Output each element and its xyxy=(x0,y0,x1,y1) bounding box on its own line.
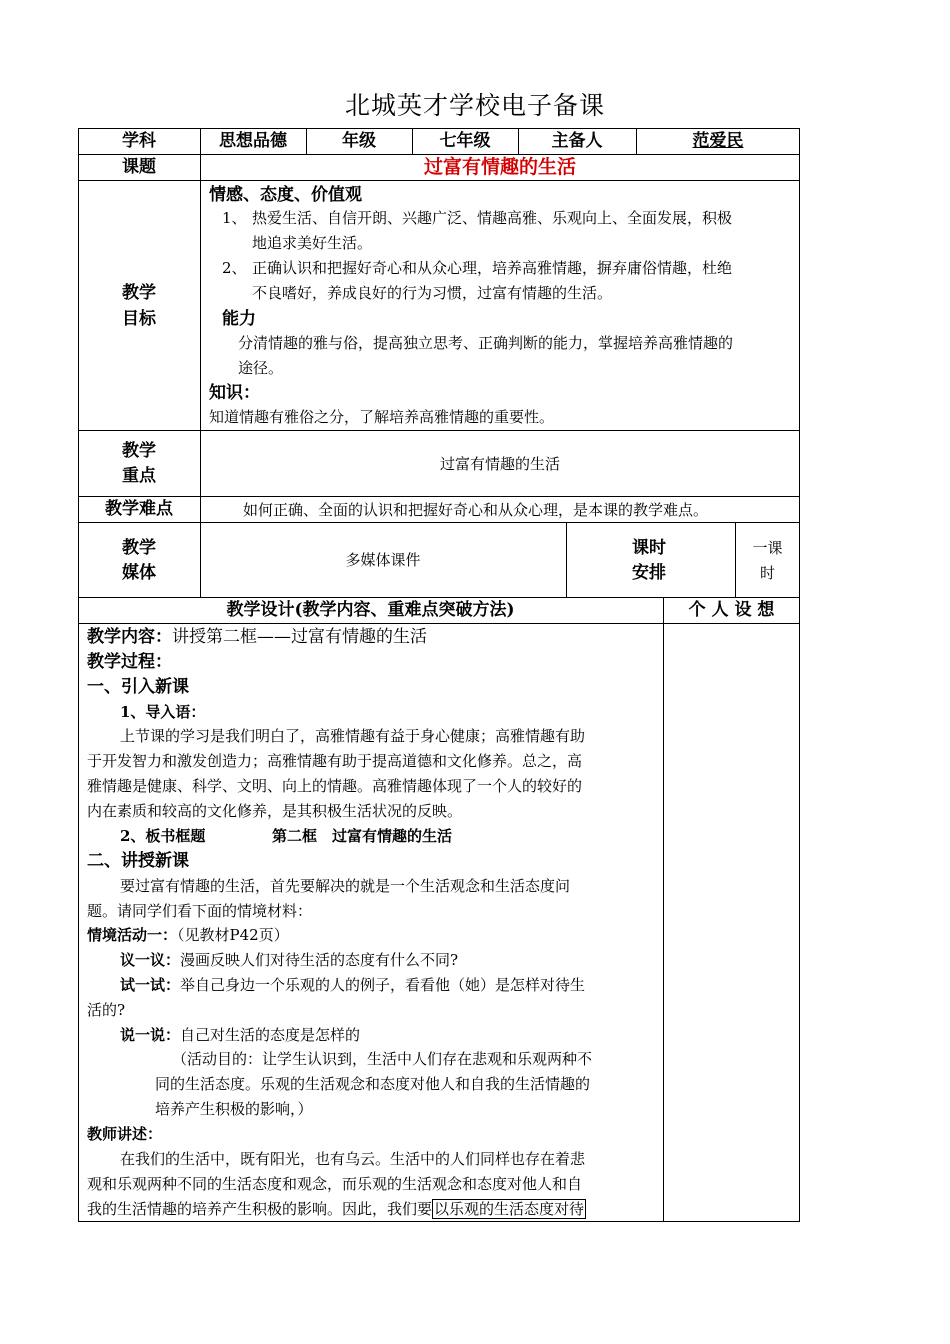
topic-label: 课题 xyxy=(122,157,156,177)
process-label: 教学过程： xyxy=(87,652,172,672)
try-line-1: 举自己身边一个乐观的人的例子，看看他（她）是怎样对待生 xyxy=(180,976,586,994)
activity-line xyxy=(87,922,289,948)
ability-line-1: 分清情趣的雅与俗，提高独立思考、正确判断的能力，掌握培养高雅情趣的 xyxy=(238,334,734,352)
content-label: 教学内容： xyxy=(87,627,172,647)
time-value-2: 时 xyxy=(759,564,775,582)
teacher-line-3 xyxy=(87,1196,586,1222)
intro-line-3: 雅情趣是健康、科学、文明、向上的情趣。高雅情趣体现了一个人的较好的 xyxy=(87,777,583,795)
teach-line-1: 要过富有情趣的生活，首先要解决的就是一个生活观念和生活态度问 xyxy=(120,877,571,895)
emotion-heading: 情感、态度、价值观 xyxy=(209,185,362,205)
emotion-2-number: 2、 xyxy=(222,259,247,277)
teacher-line-1: 在我们的生活中，既有阳光，也有乌云。生活中的人们同样也存在着悲 xyxy=(120,1150,586,1168)
say-line xyxy=(120,1022,360,1048)
personal-heading: 个 人 设 想 xyxy=(688,600,775,620)
purpose-line-3: 培养产生积极的影响，） xyxy=(155,1100,313,1118)
intro-line-1: 上节课的学习是我们明白了，高雅情趣有益于身心健康；高雅情趣有助 xyxy=(120,727,586,745)
try-line xyxy=(120,972,585,998)
try-line-2: 活的? xyxy=(87,1001,126,1019)
intro-line-4: 内在素质和较高的文化修养，是其积极生活状况的反映。 xyxy=(87,802,463,820)
media-label-1: 教学 xyxy=(122,538,156,558)
teacher-line-3-start: 我的生活情趣的培养产生积极的影响。因此，我们要 xyxy=(87,1200,433,1218)
page-title: 北城英才学校电子备课 xyxy=(344,91,605,120)
design-heading: 教学设计(教学内容、重难点突破方法) xyxy=(226,600,515,620)
focus-label-1: 教学 xyxy=(122,441,156,461)
grade-value: 七年级 xyxy=(439,131,491,151)
section-1-heading: 一、引入新课 xyxy=(87,677,189,697)
knowledge-heading: 知识： xyxy=(209,383,260,403)
intro-line-2: 于开发智力和激发创造力；高雅情趣有助于提高道德和文化修养。总之，高 xyxy=(87,752,583,770)
emotion-1-line-1: 热爱生活、自信开朗、兴趣广泛、情趣高雅、乐观向上、全面发展，积极 xyxy=(252,209,733,227)
say-label: 说一说： xyxy=(120,1026,181,1044)
teacher-line-2: 观和乐观两种不同的生活态度和观念，而乐观的生活观念和态度对他人和自 xyxy=(87,1175,583,1193)
board-value: 第二框 过富有情趣的生活 xyxy=(272,827,453,845)
topic-value: 过富有情趣的生活 xyxy=(423,156,576,178)
emotion-1-line-2: 地追求美好生活。 xyxy=(252,234,373,252)
content-value: 讲授第二框——过富有情趣的生活 xyxy=(172,627,427,647)
emotion-1-number: 1、 xyxy=(222,209,247,227)
intro-label: 1、导入语： xyxy=(120,703,206,721)
highlighted-phrase: 以乐观的生活态度对待 xyxy=(434,1200,585,1218)
difficulty-value: 如何正确、全面的认识和把握好奇心和从众心理，是本课的教学难点。 xyxy=(243,501,709,519)
purpose-line-1: （活动目的：让学生认识到，生活中人们存在悲观和乐观两种不 xyxy=(172,1050,593,1068)
emotion-2-line-2: 不良嗜好，养成良好的行为习惯，过富有情趣的生活。 xyxy=(252,284,613,302)
lead-label: 主备人 xyxy=(551,131,603,151)
teach-line-2: 题。请同学们看下面的情境材料： xyxy=(87,902,313,920)
media-value: 多媒体课件 xyxy=(345,551,421,569)
discuss-value: 漫画反映人们对待生活的态度有什么不同? xyxy=(180,951,459,969)
teacher-label: 教师讲述： xyxy=(87,1125,163,1143)
ability-heading: 能力 xyxy=(222,309,256,329)
media-label-2: 媒体 xyxy=(122,563,156,583)
difficulty-label: 教学难点 xyxy=(105,499,173,519)
focus-label-2: 重点 xyxy=(122,466,156,486)
content-line xyxy=(87,624,427,650)
activity-label: 情境活动一： xyxy=(87,926,178,944)
emotion-2-line-1: 正确认识和把握好奇心和从众心理，培养高雅情趣，摒弃庸俗情趣，杜绝 xyxy=(252,259,733,277)
discuss-label: 议一议： xyxy=(120,951,181,969)
try-label: 试一试： xyxy=(120,976,181,994)
grade-label: 年级 xyxy=(342,131,376,151)
activity-value: （见教材P42页） xyxy=(177,926,289,944)
say-value: 自己对生活的态度是怎样的 xyxy=(180,1026,361,1044)
focus-value: 过富有情趣的生活 xyxy=(439,455,560,473)
goals-label-2: 目标 xyxy=(122,309,156,329)
board-label: 2、板书框题 xyxy=(120,827,206,845)
section-2-heading: 二、讲授新课 xyxy=(87,851,189,871)
time-label-1: 课时 xyxy=(632,538,666,558)
time-label-2: 安排 xyxy=(632,563,666,583)
goals-label-1: 教学 xyxy=(122,283,156,303)
subject-label: 学科 xyxy=(122,131,156,151)
knowledge-text: 知道情趣有雅俗之分，了解培养高雅情趣的重要性。 xyxy=(209,408,555,426)
lead-value: 范爱民 xyxy=(692,131,744,151)
subject-value: 思想品德 xyxy=(219,131,287,151)
time-value-1: 一课 xyxy=(752,539,783,557)
ability-line-2: 途径。 xyxy=(238,359,284,377)
discuss-line xyxy=(120,947,458,973)
purpose-line-2: 同的生活态度。乐观的生活观念和态度对他人和自我的生活情趣的 xyxy=(155,1075,591,1093)
